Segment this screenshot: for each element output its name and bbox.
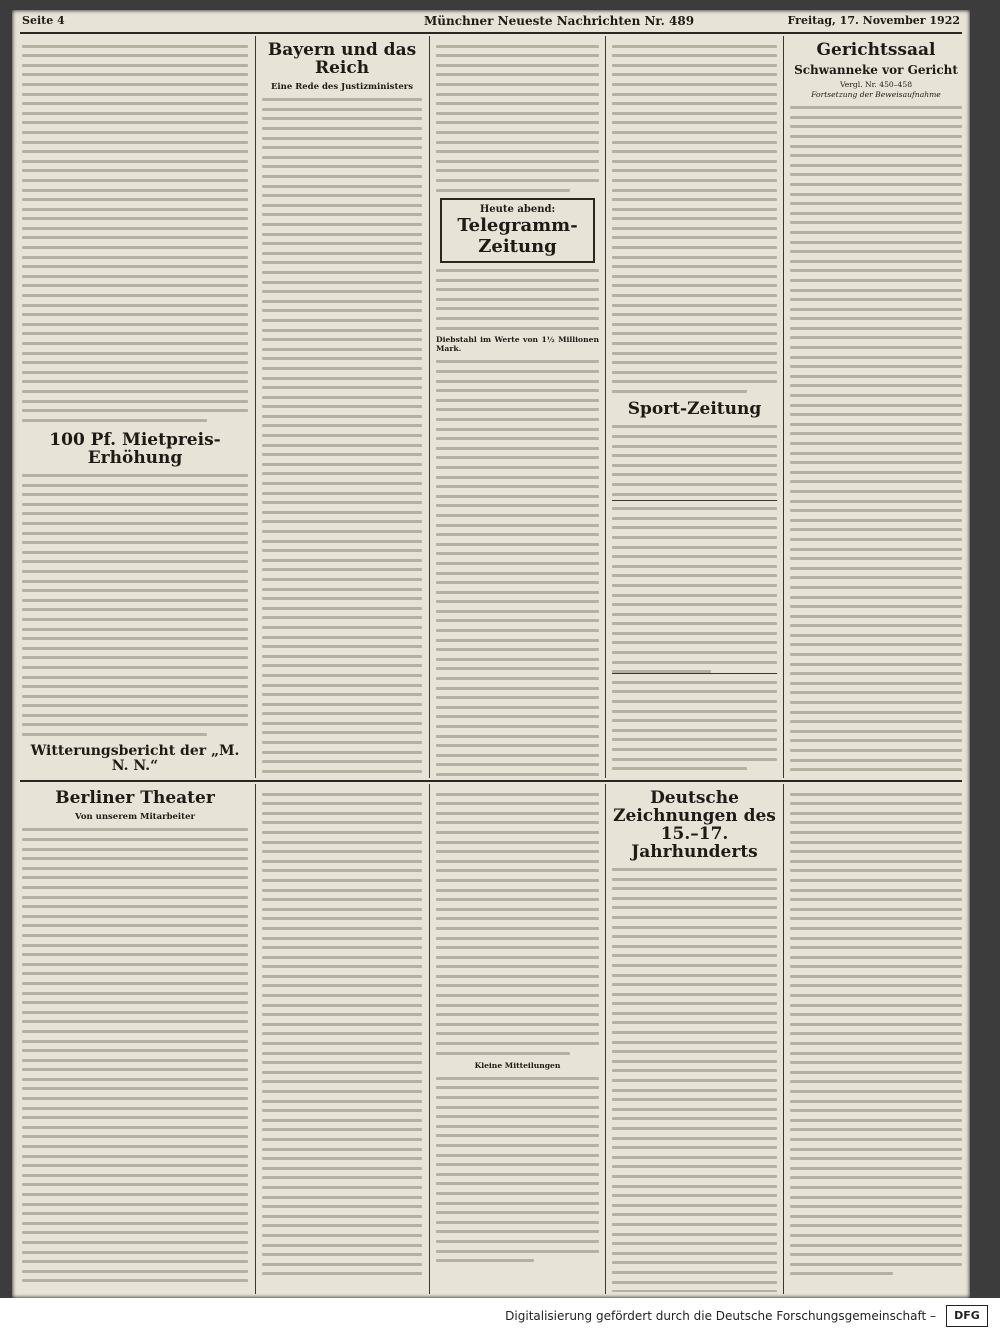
body-text	[436, 269, 599, 330]
body-text	[612, 681, 777, 770]
ref-line: Vergl. Nr. 450–458	[839, 80, 913, 90]
subhead-berliner-theater: Von unserem Mitarbeiter	[75, 811, 195, 822]
body-text	[436, 45, 599, 192]
body-text	[612, 45, 777, 393]
body-text	[262, 793, 422, 1276]
headline-bayern: Bayern und das Reich	[267, 40, 417, 78]
footer-credit: Digitalisierung gefördert durch die Deutsche Forschungsgemeinschaft –	[505, 1309, 936, 1323]
column-rule	[783, 784, 784, 1294]
newspaper-page	[12, 10, 970, 1298]
body-text	[612, 868, 777, 1292]
headline-gerichtssaal: Gerichtssaal	[816, 40, 936, 60]
lower-column-4	[612, 786, 777, 1292]
headline-mietpreis: 100 Pf. Mietpreis-Erhöhung	[49, 429, 221, 468]
body-text	[612, 425, 777, 495]
lower-column-2	[262, 786, 422, 1292]
column-rule	[605, 784, 606, 1294]
lower-column-5	[790, 786, 962, 1292]
column-rule	[255, 784, 256, 1294]
ref-subline: Fortsetzung der Beweisaufnahme	[811, 90, 941, 100]
digitization-footer	[0, 1298, 1000, 1333]
body-text	[436, 360, 599, 778]
column-rule	[783, 36, 784, 778]
lower-column-1	[22, 786, 248, 1292]
column-rule	[429, 36, 430, 778]
column-2	[262, 38, 422, 778]
column-5	[790, 38, 962, 778]
headline-berliner-theater: Berliner Theater	[55, 788, 215, 808]
headline-sport: Sport-Zeitung	[627, 398, 762, 419]
body-text	[790, 106, 962, 778]
column-rule	[429, 784, 430, 1294]
section-rule	[20, 780, 962, 782]
kleine-mitteilungen-head: Kleine Mitteilungen	[474, 1060, 561, 1070]
results-table	[612, 500, 777, 675]
body-text	[436, 1077, 599, 1262]
headline-witterung: Witterungsbericht der „M. N. N.“	[30, 743, 240, 774]
issue-date: Freitag, 17. November 1922	[787, 14, 960, 27]
column-rule	[255, 36, 256, 778]
subhead-bayern: Eine Rede des Justizministers	[270, 81, 414, 92]
column-rule	[605, 36, 606, 778]
body-text	[22, 45, 248, 422]
paper-masthead: Münchner Neueste Nachrichten Nr. 489	[424, 14, 695, 28]
telegram-kicker: Heute abend:	[479, 203, 556, 215]
body-text	[22, 474, 248, 736]
column-1	[22, 38, 248, 778]
column-3	[436, 38, 599, 778]
lower-column-3	[436, 786, 599, 1292]
body-text	[436, 793, 599, 1055]
headline-zeichnungen: Deutsche Zeichnungen des 15.–17. Jahrhunderts	[613, 788, 776, 862]
body-text	[790, 793, 962, 1276]
page-number: Seite 4	[22, 14, 65, 27]
dfg-logo-icon: DFG	[946, 1305, 988, 1327]
column-4	[612, 38, 777, 778]
body-text	[262, 98, 422, 778]
body-text	[22, 828, 248, 1282]
telegram-box	[440, 198, 595, 263]
head-rule	[20, 32, 962, 34]
telegram-title: Telegramm-Zeitung	[457, 214, 578, 257]
subhead-schwanneke: Schwanneke vor Gericht	[794, 62, 958, 77]
telegram-item-head: Diebstahl im Werte von 1½ Millionen Mark.	[436, 334, 599, 354]
